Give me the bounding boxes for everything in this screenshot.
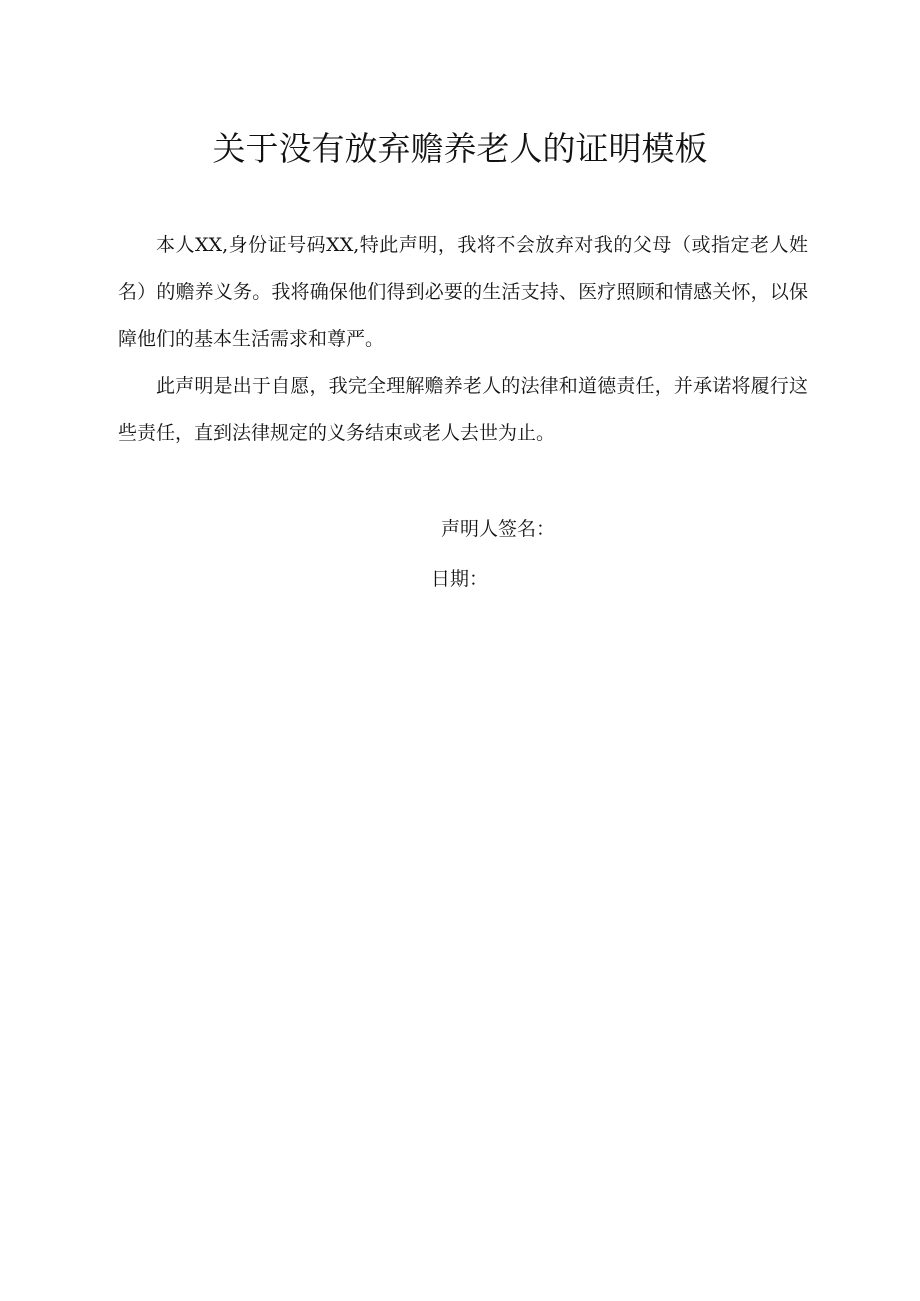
document-body: [118, 222, 808, 457]
signature-label: 声明人签名：: [441, 518, 556, 540]
paragraph-commitment: 此声明是出于自愿，我完全理解赡养老人的法律和道德责任，并承诺将履行这些责任，直到法律规定的义务结束或老人去世为止。: [118, 375, 808, 444]
document-title: 关于没有放弃赡养老人的证明模板: [212, 129, 708, 168]
paragraph-declaration: 本人XX,身份证号码XX,特此声明，我将不会放弃对我的父母（或指定老人姓名）的赡养义务。我将确保他们得到必要的生活支持、医疗照顾和情感关怀，以保障他们的基本生活需求和尊严。: [118, 234, 808, 350]
date-label: 日期：: [431, 568, 489, 590]
